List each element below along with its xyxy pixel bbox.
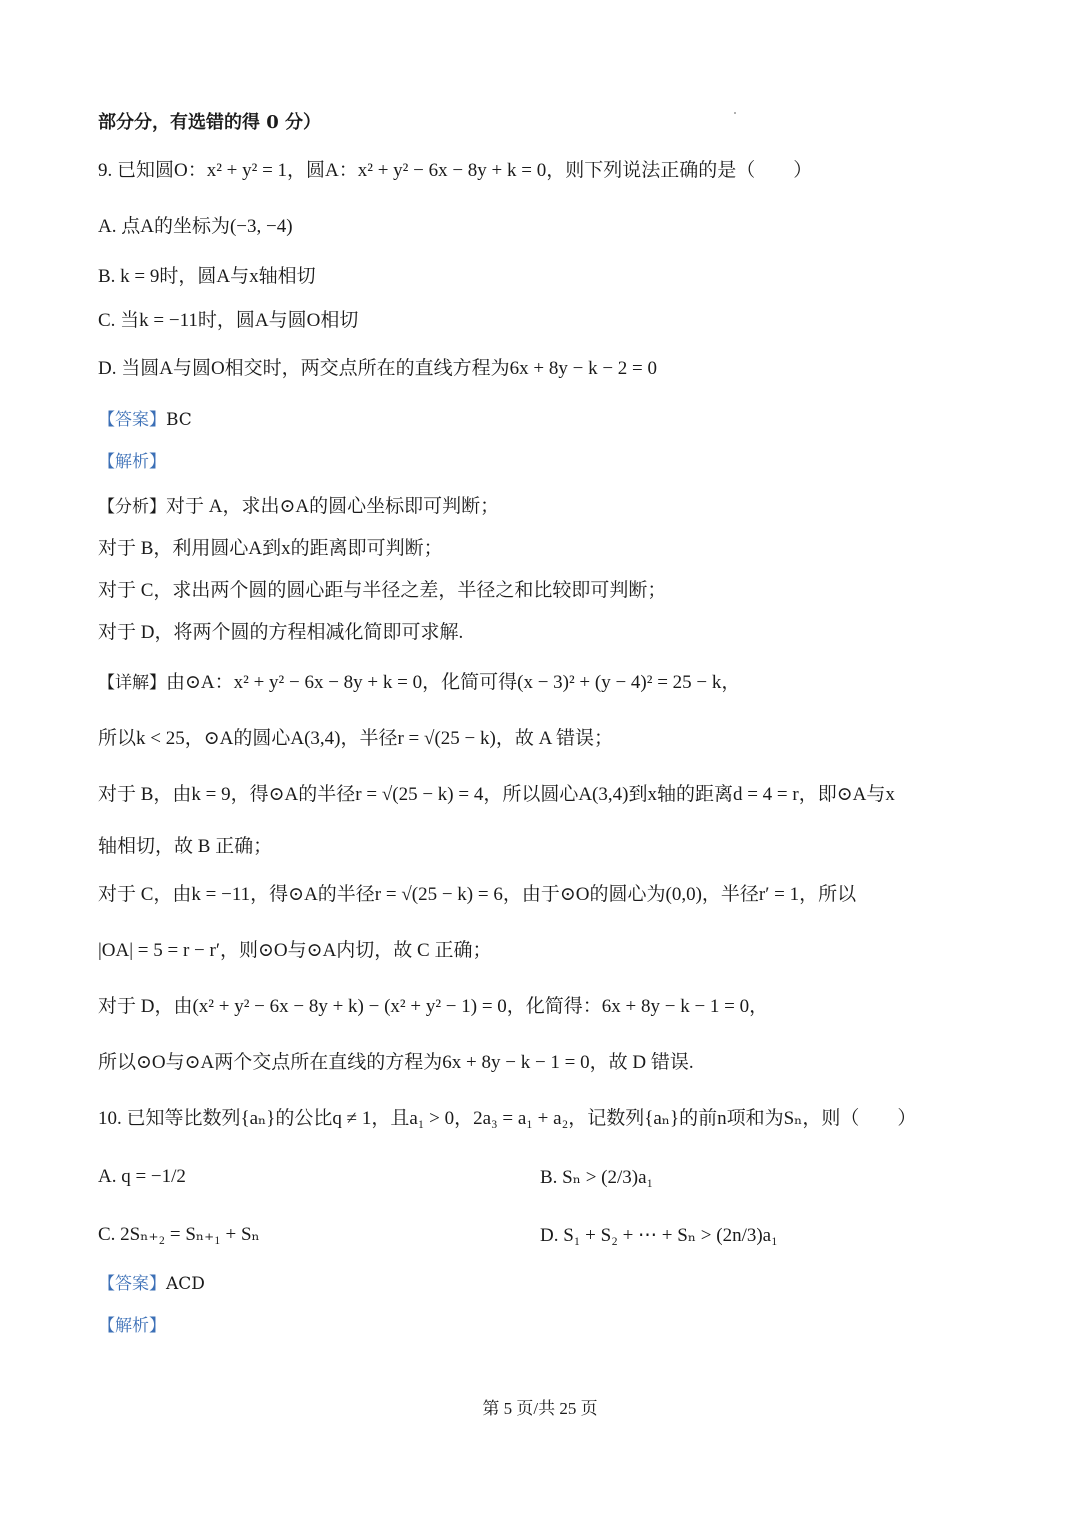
q10-analysis-tag: 【解析】 bbox=[98, 1316, 166, 1336]
q9-xiangjie-row bbox=[98, 672, 740, 695]
q10-option-c: C. 2Sₙ₊₂ = Sₙ₊₁ + Sₙ bbox=[98, 1224, 260, 1245]
q9-option-c: C. 当k = −11时，圆A与圆O相切 bbox=[98, 310, 359, 331]
fenxi-line: 对于 B，利用圆心A到x的距离即可判断； bbox=[98, 538, 443, 559]
q9-option-a: A. 点A的坐标为(−3, −4) bbox=[98, 216, 293, 237]
stray-dot bbox=[734, 112, 736, 114]
answer-tag: 【答案】 bbox=[98, 410, 166, 430]
q9-answer-row bbox=[98, 410, 192, 430]
q10-option-a: A. q = −1/2 bbox=[98, 1166, 186, 1187]
fenxi-line: 对于 C，求出两个圆的圆心距与半径之差，半径之和比较即可判断； bbox=[98, 580, 667, 601]
q9-stem: 9. 已知圆O：x² + y² = 1，圆A：x² + y² − 6x − 8y + k = 0，则下列说法正确的是（ ） bbox=[98, 160, 813, 181]
page-footer: 第 5 页/共 25 页 bbox=[482, 1399, 598, 1418]
q9-option-d: D. 当圆A与圆O相交时，两交点所在的直线方程为6x + 8y − k − 2 = 0 bbox=[98, 358, 658, 379]
q9-option-b: B. k = 9时，圆A与x轴相切 bbox=[98, 266, 316, 287]
q9-analysis-tag: 【解析】 bbox=[98, 452, 166, 472]
xiangjie-line: 由⊙A：x² + y² − 6x − 8y + k = 0，化简可得(x − 3)² + (y − 4)² = 25 − k， bbox=[166, 672, 741, 693]
xiangjie-line: 对于 B，由k = 9，得⊙A的半径r = √(25 − k) = 4，所以圆心A(3,4)到x轴的距离d = 4 = r，即⊙A与x bbox=[98, 784, 895, 805]
fenxi-line: 对于 D，将两个圆的方程相减化简即可求解. bbox=[98, 622, 464, 643]
xiangjie-line: 轴相切，故 B 正确； bbox=[98, 836, 273, 857]
xiangjie-line: 所以⊙O与⊙A两个交点所在直线的方程为6x + 8y − k − 1 = 0，故 D 错误. bbox=[98, 1052, 694, 1073]
fenxi-line: 对于 A，求出⊙A的圆心坐标即可判断； bbox=[166, 496, 500, 517]
q10-answer: ACD bbox=[166, 1274, 205, 1294]
q10-option-d: D. S₁ + S₂ + ⋯ + Sₙ > (2n/3)a₁ bbox=[540, 1225, 778, 1246]
xiangjie-line: |OA| = 5 = r − r′，则⊙O与⊙A内切，故 C 正确； bbox=[98, 940, 492, 961]
q10-option-b: B. Sₙ > (2/3)a₁ bbox=[540, 1167, 654, 1188]
fenxi-tag: 【分析】 bbox=[98, 497, 166, 517]
xiangjie-tag: 【详解】 bbox=[98, 673, 166, 693]
q10-stem: 10. 已知等比数列{aₙ}的公比q ≠ 1，且a₁ > 0，2a₃ = a₁ + a₂，记数列{aₙ}的前n项和为Sₙ，则（ ） bbox=[98, 1108, 917, 1129]
xiangjie-line: 对于 D，由(x² + y² − 6x − 8y + k) − (x² + y² − 1) = 0，化简得：6x + 8y − k − 1 = 0， bbox=[98, 996, 769, 1017]
q9-answer: BC bbox=[166, 410, 192, 430]
xiangjie-line: 所以k < 25，⊙A的圆心A(3,4)，半径r = √(25 − k)，故 A 错误； bbox=[98, 728, 613, 749]
q10-answer-row bbox=[98, 1274, 205, 1294]
xiangjie-line: 对于 C，由k = −11，得⊙A的半径r = √(25 − k) = 6，由于⊙O的圆心为(0,0)，半径r′ = 1，所以 bbox=[98, 884, 857, 905]
section-header: 部分分，有选错的得 0 分） bbox=[98, 112, 322, 133]
answer-tag: 【答案】 bbox=[98, 1274, 166, 1294]
q9-fenxi-row bbox=[98, 496, 499, 519]
